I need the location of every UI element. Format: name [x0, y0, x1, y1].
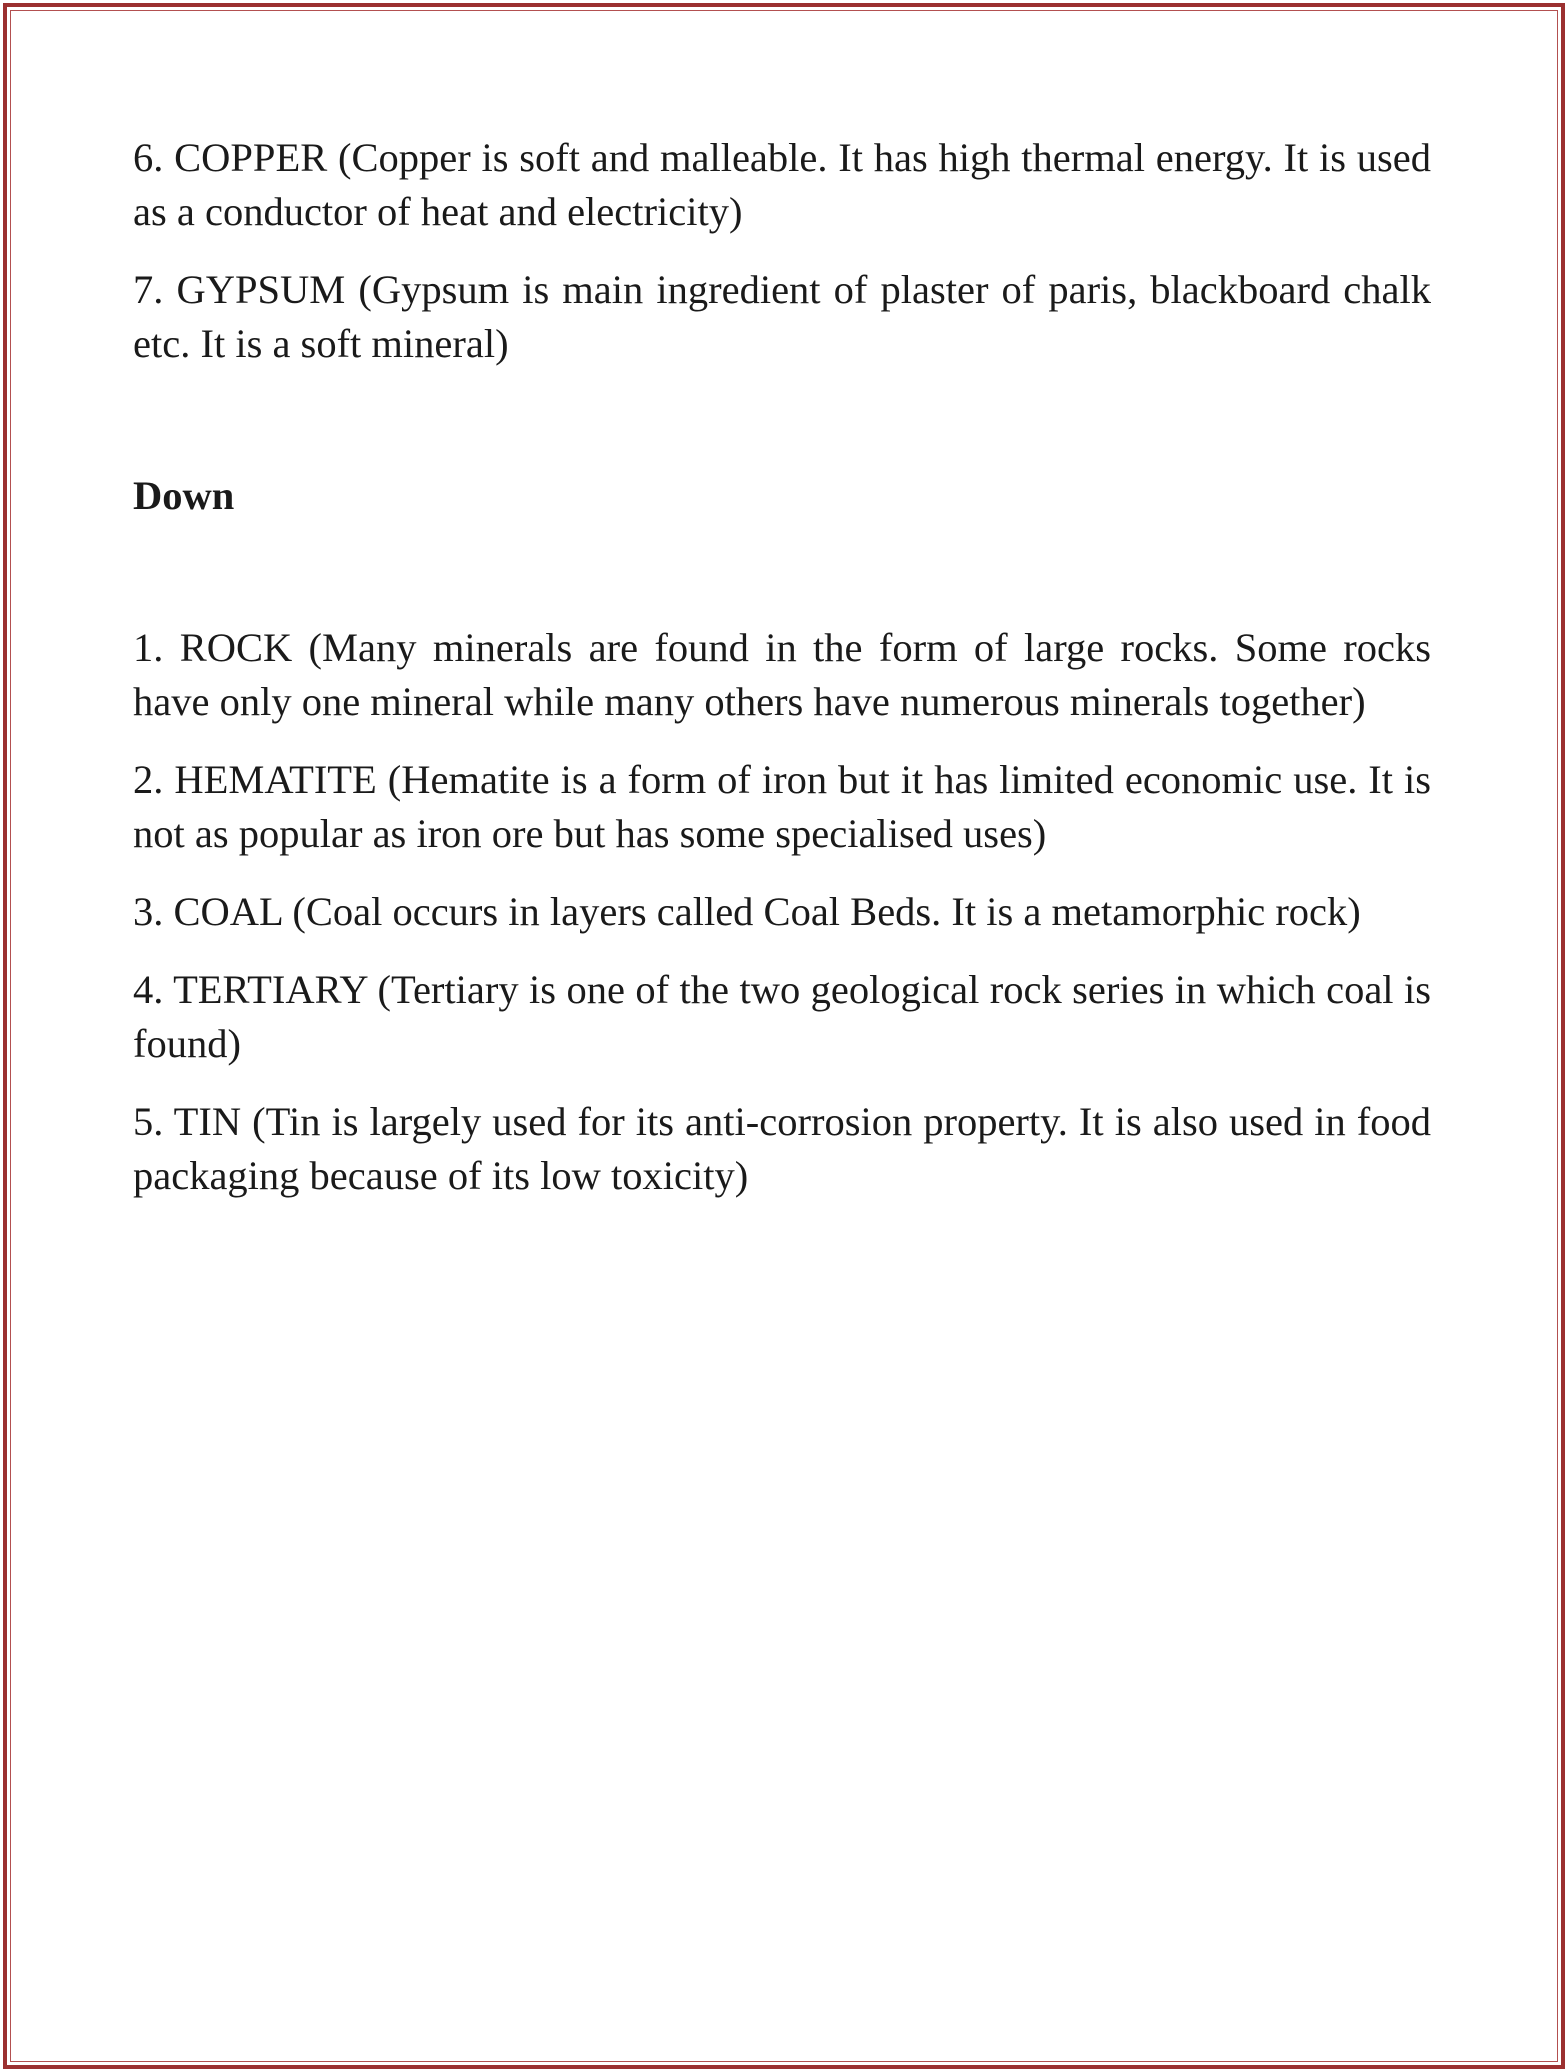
across-entry-gypsum: 7. GYPSUM (Gypsum is main ingredient of plaster of paris, blackboard chalk etc. It is a soft mineral): [133, 267, 1431, 366]
down-entry-tertiary: 4. TERTIARY (Tertiary is one of the two geological rock series in which coal is found): [133, 967, 1431, 1066]
down-entry-tin: 5. TIN (Tin is largely used for its anti-corrosion property. It is also used in food packaging because of its low toxicity): [133, 1099, 1431, 1198]
across-entry-copper: 6. COPPER (Copper is soft and malleable. It has high thermal energy. It is used as a conductor of heat and electricity): [133, 135, 1431, 234]
answer-key-content: [133, 131, 1431, 1227]
down-entry-rock: 1. ROCK (Many minerals are found in the form of large rocks. Some rocks have only one mineral while many others have numerous minerals together): [133, 625, 1431, 724]
down-heading: Down: [133, 473, 235, 518]
down-entry-coal: 3. COAL (Coal occurs in layers called Coal Beds. It is a metamorphic rock): [133, 889, 1361, 934]
down-entry-hematite: 2. HEMATITE (Hematite is a form of iron but it has limited economic use. It is not as popular as iron ore but has some specialised uses): [133, 757, 1431, 856]
